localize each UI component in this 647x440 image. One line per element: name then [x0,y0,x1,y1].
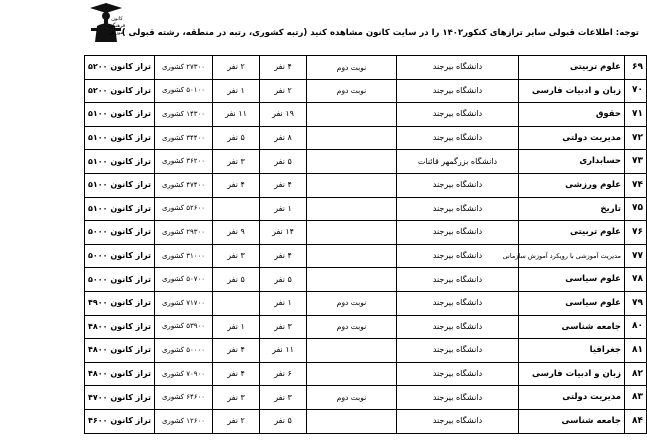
table-row [85,126,647,150]
row-number-cell: ۷۵ [625,197,647,221]
university-cell: دانشگاه بیرجند [397,173,519,197]
row-number-cell: ۷۴ [625,173,647,197]
university-cell: دانشگاه بیرجند [397,56,519,80]
table-row [85,79,647,103]
rank-cell: ۷۰۹۰۰ کشوری [155,362,213,386]
field-name-cell: زبان و ادبیات فارسی [519,362,625,386]
taraz-cell: تراز کانون ۴۹۰۰ [85,291,155,315]
rank-cell: ۳۱۰۰۰ کشوری [155,244,213,268]
rank-cell: ۵۳۹۰۰ کشوری [155,315,213,339]
period-cell [307,173,397,197]
field-name-cell: جامعه شناسی [519,409,625,433]
capacity-cell: ۶ نفر [260,362,307,386]
capacity-cell: ۳ نفر [260,386,307,410]
university-cell: دانشگاه بیرجند [397,79,519,103]
capacity-cell: ۲ نفر [260,79,307,103]
table-row [85,221,647,245]
field-name-cell: علوم ورزشی [519,173,625,197]
accepted-count-cell: ۴ نفر [213,362,260,386]
taraz-cell: تراز کانون ۴۷۰۰ [85,386,155,410]
field-name-cell: تاریخ [519,197,625,221]
table-row [85,244,647,268]
university-cell: دانشگاه بیرجند [397,339,519,363]
taraz-cell: تراز کانون ۵۱۰۰ [85,173,155,197]
period-cell: نوبت دوم [307,386,397,410]
row-number-cell: ۸۴ [625,409,647,433]
taraz-cell: تراز کانون ۵۰۰۰ [85,244,155,268]
university-cell: دانشگاه بیرجند [397,386,519,410]
university-cell: دانشگاه بیرجند [397,244,519,268]
rank-cell: ۲۷۳۰۰ کشوری [155,56,213,80]
taraz-cell: تراز کانون ۵۲۰۰ [85,56,155,80]
accepted-count-cell [213,197,260,221]
taraz-cell: تراز کانون ۵۲۰۰ [85,79,155,103]
accepted-count-cell: ۲ نفر [213,409,260,433]
row-number-cell: ۸۳ [625,386,647,410]
taraz-cell: تراز کانون ۵۱۰۰ [85,103,155,127]
table-row [85,339,647,363]
rank-cell: ۶۴۶۰۰ کشوری [155,386,213,410]
field-name-cell: مدیریت دولتی [519,126,625,150]
rank-cell: ۷۱۷۰۰ کشوری [155,291,213,315]
university-cell: دانشگاه بیرجند [397,362,519,386]
accepted-count-cell: ۵ نفر [213,268,260,292]
period-cell [307,268,397,292]
capacity-cell: ۱ نفر [260,291,307,315]
rank-cell: ۱۴۳۰۰ کشوری [155,103,213,127]
field-name-cell: جغرافیا [519,339,625,363]
university-cell: دانشگاه بیرجند [397,126,519,150]
taraz-cell: تراز کانون ۴۸۰۰ [85,362,155,386]
table-row [85,173,647,197]
row-number-cell: ۸۲ [625,362,647,386]
row-number-cell: ۸۰ [625,315,647,339]
row-number-cell: ۷۱ [625,103,647,127]
capacity-cell: ۴ نفر [260,173,307,197]
period-cell: نوبت دوم [307,291,397,315]
period-cell [307,197,397,221]
field-name-cell: علوم سیاسی [519,291,625,315]
taraz-cell: تراز کانون ۵۱۰۰ [85,150,155,174]
admissions-table [84,55,647,434]
header-note: توجه: اطلاعات قبولی سایر ترازهای کنکور۱۴۰۲ را در سایت کانون مشاهده کنید (رتبه کشوری، رتبه در منطقه، رشته قبولی ) [121,28,639,38]
table-row [85,362,647,386]
capacity-cell: ۵ نفر [260,150,307,174]
row-number-cell: ۷۷ [625,244,647,268]
taraz-cell: تراز کانون ۵۱۰۰ [85,197,155,221]
field-name-cell: حسابداری [519,150,625,174]
table-row [85,103,647,127]
rank-cell: ۲۹۳۰۰ کشوری [155,221,213,245]
taraz-cell: تراز کانون ۴۶۰۰ [85,409,155,433]
accepted-count-cell: ۵ نفر [213,126,260,150]
logo-text-1: کانون [111,16,123,22]
kanoon-logo-icon [87,2,125,46]
row-number-cell: ۸۱ [625,339,647,363]
period-cell [307,150,397,174]
taraz-cell: تراز کانون ۵۰۰۰ [85,268,155,292]
accepted-count-cell: ۳ نفر [213,386,260,410]
row-number-cell: ۷۳ [625,150,647,174]
period-cell [307,103,397,127]
field-name-cell: علوم سیاسی [519,268,625,292]
period-cell [307,221,397,245]
taraz-cell: تراز کانون ۵۱۰۰ [85,126,155,150]
capacity-cell: ۳ نفر [260,315,307,339]
rank-cell: ۵۰۰۰۰ کشوری [155,339,213,363]
accepted-count-cell: ۳ نفر [213,150,260,174]
table-row [85,386,647,410]
row-number-cell: ۷۰ [625,79,647,103]
accepted-count-cell: ۴ نفر [213,339,260,363]
capacity-cell: ۵ نفر [260,409,307,433]
table-row [85,56,647,80]
taraz-cell: تراز کانون ۴۸۰۰ [85,315,155,339]
accepted-count-cell: ۳ نفر [213,244,260,268]
rank-cell: ۳۶۲۰۰ کشوری [155,150,213,174]
logo-text-2: فرهنگی [108,23,126,29]
accepted-count-cell: ۹ نفر [213,221,260,245]
capacity-cell: ۱۹ نفر [260,103,307,127]
capacity-cell: ۱۴ نفر [260,221,307,245]
capacity-cell: ۴ نفر [260,244,307,268]
field-name-cell: علوم تربیتی [519,56,625,80]
taraz-cell: تراز کانون ۴۸۰۰ [85,339,155,363]
university-cell: دانشگاه بیرجند [397,103,519,127]
accepted-count-cell: ۱ نفر [213,315,260,339]
table-row [85,315,647,339]
rank-cell: ۵۰۱۰۰ کشوری [155,79,213,103]
field-name-cell: مدیریت دولتی [519,386,625,410]
page-header [0,0,647,53]
rank-cell: ۵۲۶۰۰ کشوری [155,197,213,221]
field-name-cell: زبان و ادبیات فارسی [519,79,625,103]
accepted-count-cell: ۱ نفر [213,79,260,103]
period-cell: نوبت دوم [307,79,397,103]
rank-cell: ۱۲۶۰۰ کشوری [155,409,213,433]
logo-text-3: آموزش [109,30,125,36]
table-row [85,268,647,292]
field-name-cell: حقوق [519,103,625,127]
period-cell: نوبت دوم [307,315,397,339]
row-number-cell: ۷۸ [625,268,647,292]
table-row [85,197,647,221]
field-name-cell: علوم تربیتی [519,221,625,245]
rank-cell: ۴۷۴۰۰ کشوری [155,173,213,197]
capacity-cell: ۱۱ نفر [260,339,307,363]
field-name-cell: مدیریت آموزشی با رویکرد آموزش سازمانی [519,244,625,268]
rank-cell: ۵۰۷۰۰ کشوری [155,268,213,292]
capacity-cell: ۸ نفر [260,126,307,150]
period-cell [307,409,397,433]
row-number-cell: ۶۹ [625,56,647,80]
table-row [85,409,647,433]
period-cell [307,362,397,386]
period-cell [307,339,397,363]
university-cell: دانشگاه بیرجند [397,197,519,221]
rank-cell: ۳۴۴۰۰ کشوری [155,126,213,150]
university-cell: دانشگاه بیرجند [397,315,519,339]
row-number-cell: ۷۲ [625,126,647,150]
accepted-count-cell: ۴ نفر [213,173,260,197]
university-cell: دانشگاه بیرجند [397,268,519,292]
accepted-count-cell [213,291,260,315]
period-cell [307,126,397,150]
accepted-count-cell: ۱۱ نفر [213,103,260,127]
university-cell: دانشگاه بیرجند [397,291,519,315]
table-row [85,150,647,174]
taraz-cell: تراز کانون ۵۰۰۰ [85,221,155,245]
university-cell: دانشگاه بیرجند [397,221,519,245]
capacity-cell: ۱ نفر [260,197,307,221]
period-cell: نوبت دوم [307,56,397,80]
field-name-cell: جامعه شناسی [519,315,625,339]
university-cell: دانشگاه بیرجند [397,409,519,433]
capacity-cell: ۵ نفر [260,268,307,292]
row-number-cell: ۷۶ [625,221,647,245]
row-number-cell: ۷۹ [625,291,647,315]
capacity-cell: ۴ نفر [260,56,307,80]
accepted-count-cell: ۲ نفر [213,56,260,80]
table-row [85,291,647,315]
university-cell: دانشگاه بزرگمهر قائنات [397,150,519,174]
period-cell [307,244,397,268]
